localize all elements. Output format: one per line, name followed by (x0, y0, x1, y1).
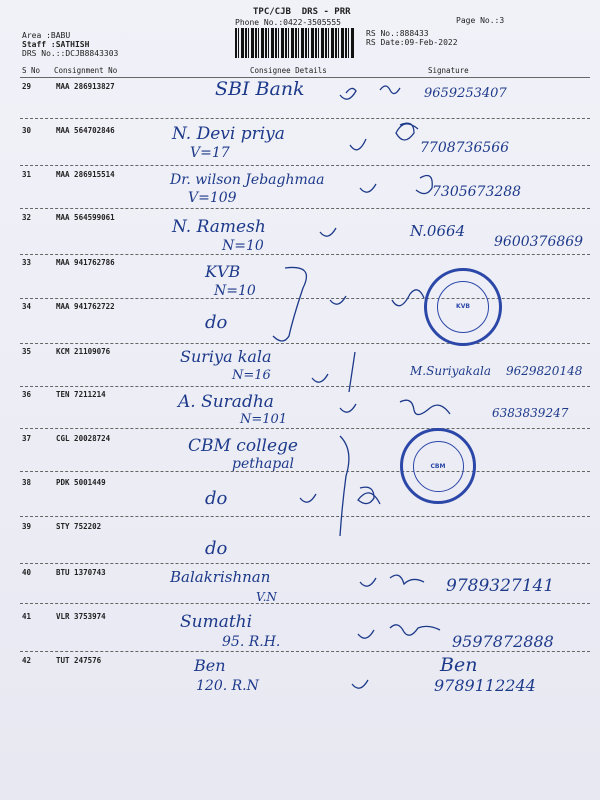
row-phone: 9789327141 (446, 576, 555, 596)
row-phone: 9789112244 (434, 676, 536, 695)
row-consignee-door: 95. R.H. (222, 634, 281, 650)
row-consignee: Sumathi (180, 612, 253, 632)
row-consignee-door: V=109 (188, 190, 237, 206)
row-consignee-door: N=101 (240, 412, 288, 427)
col-sno: S No (22, 66, 41, 75)
row-phone: 9600376869 (494, 234, 584, 250)
row-consignee: SBI Bank (215, 78, 305, 100)
row-sno: 36 (22, 390, 32, 399)
row-phone: 6383839247 (492, 406, 569, 420)
row-sno: 32 (22, 213, 32, 222)
row-consignment: KCM 21109076 (56, 347, 111, 356)
col-details: Consignee Details (250, 66, 327, 75)
row-consignment: MAA 941762786 (56, 258, 115, 267)
row-consignee-door: V=17 (190, 145, 230, 161)
row-sno: 40 (22, 568, 32, 577)
row-signature-text: Ben (440, 654, 478, 676)
rs-date: RS Date:09-Feb-2022 (366, 38, 458, 47)
row-consignment: MAA 286915514 (56, 170, 115, 179)
area-label: Area :BABU (22, 31, 71, 40)
row-consignment: TEN 7211214 (56, 390, 106, 399)
row-consignee: do (205, 538, 228, 559)
row-consignee: Suriya kala (180, 347, 272, 366)
drs-number: DRS No.::DCJB8843303 (22, 49, 119, 58)
row-sno: 30 (22, 126, 32, 135)
row-consignee-door: 120. R.N (196, 678, 259, 694)
row-phone: 9659253407 (424, 86, 507, 101)
row-consignment: VLR 3753974 (56, 612, 106, 621)
row-consignee: do (205, 488, 228, 509)
college-stamp-center: CBM (413, 441, 464, 492)
row-consignee: A. Suradha (178, 392, 274, 412)
row-consignment: BTU 1370743 (56, 568, 106, 577)
row-consignee-door: V.N (256, 590, 277, 604)
row-sno: 41 (22, 612, 32, 621)
row-phone: 7708736566 (420, 140, 510, 156)
row-consignment: MAA 564702846 (56, 126, 115, 135)
row-consignee: N. Devi priya (172, 124, 285, 144)
rs-number: RS No.:888433 (366, 29, 429, 38)
row-signature-text: M.Suriyakala (410, 364, 491, 378)
row-consignee: KVB (205, 262, 241, 281)
row-sno: 34 (22, 302, 32, 311)
row-sno: 31 (22, 170, 32, 179)
row-consignment: MAA 286913827 (56, 82, 115, 91)
row-consignee: N. Ramesh (172, 217, 266, 237)
bank-stamp-center: KVB (437, 281, 489, 333)
row-signature-text: N.0664 (410, 222, 466, 240)
row-consignee: Dr. wilson Jebaghmaa (170, 172, 325, 188)
row-consignee: Ben (194, 656, 226, 675)
row-consignment: STY 752202 (56, 522, 102, 531)
row-sno: 38 (22, 478, 32, 487)
row-consignee: Balakrishnan (170, 568, 271, 586)
row-consignment: CGL 20028724 (56, 434, 111, 443)
row-sno: 37 (22, 434, 32, 443)
row-consignee: do (205, 312, 228, 333)
row-consignee: CBM college (188, 436, 298, 456)
col-signature: Signature (428, 66, 469, 75)
row-consignee-door: N=16 (232, 368, 271, 383)
row-consignment: MAA 564599061 (56, 213, 115, 222)
row-sno: 39 (22, 522, 32, 531)
row-phone: 9597872888 (452, 632, 554, 651)
row-consignee-door: pethapal (232, 456, 295, 472)
row-consignee-door: N=10 (222, 238, 264, 254)
row-phone: 7305673288 (432, 184, 522, 200)
row-sno: 35 (22, 347, 32, 356)
phone-number: Phone No.:0422-3505555 (235, 18, 341, 27)
row-sno: 42 (22, 656, 32, 665)
document-title: TPC/CJB DRS - PRR (253, 7, 351, 17)
staff-label: Staff :SATHISH (22, 40, 90, 49)
row-sno: 29 (22, 82, 32, 91)
row-phone: 9629820148 (506, 364, 583, 378)
page-number: Page No.:3 (456, 16, 505, 25)
row-consignment: PDK 5001449 (56, 478, 106, 487)
col-consignment: Consignment No (54, 66, 118, 75)
row-consignment: MAA 941762722 (56, 302, 115, 311)
row-sno: 33 (22, 258, 32, 267)
row-consignment: TUT 247576 (56, 656, 102, 665)
row-consignee-door: N=10 (214, 283, 256, 299)
